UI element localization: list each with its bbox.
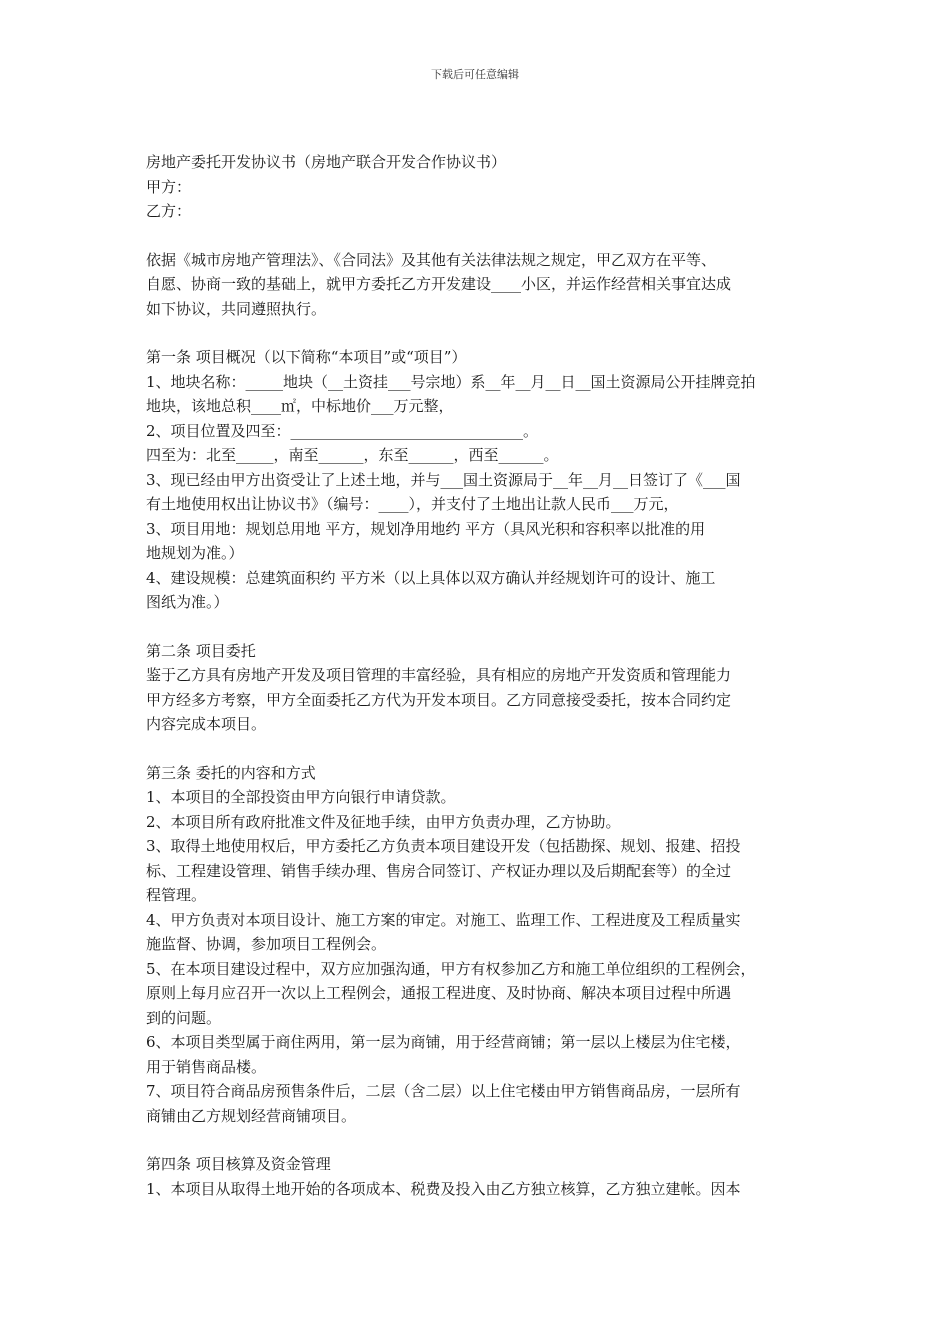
article-line: 2、本项目所有政府批准文件及征地手续，由甲方负责办理，乙方协助。	[146, 812, 621, 831]
article-line: 3、取得土地使用权后，甲方委托乙方负责本项目建设开发（包括勘探、规划、报建、招投	[146, 837, 741, 855]
article-line: 程管理。	[146, 886, 207, 904]
article-line: 内容完成本项目。	[146, 715, 267, 733]
document-title: 房地产委托开发协议书（房地产联合开发合作协议书）	[146, 153, 507, 171]
article-line: 地块，该地总积____㎡，中标地价___万元整，	[146, 397, 454, 415]
article-2	[146, 639, 814, 737]
article-line: 3、项目用地：规划总用地 平方，规划净用地约 平方（具风光积和容积率以批准的用	[146, 519, 706, 538]
article-line: 4、建设规模：总建筑面积约 平方米（以上具体以双方确认并经规划许可的设计、施工	[146, 568, 716, 587]
article-line: 标、工程建设管理、销售手续办理、售房合同签订、产权证办理以及后期配套等）的全过	[146, 861, 732, 880]
article-line: 商铺由乙方规划经营商铺项目。	[146, 1106, 357, 1125]
article-heading: 第二条 项目委托	[146, 641, 256, 660]
document-body	[146, 150, 814, 1201]
party-b-label: 乙方：	[146, 202, 192, 220]
preamble-line: 自愿、协商一致的基础上，就甲方委托乙方开发建设____小区，并运作经营相关事宜达成	[146, 275, 732, 293]
article-line: 5、在本项目建设过程中，双方应加强沟通，甲方有权参加乙方和施工单位组织的工程例会，	[146, 959, 756, 978]
page-header: 下载后可任意编辑	[431, 68, 519, 81]
preamble	[146, 248, 814, 322]
article-line: 1、本项目的全部投资由甲方向银行申请贷款。	[146, 788, 456, 806]
article-1	[146, 345, 814, 615]
article-line: 地规划为准。）	[146, 544, 244, 562]
article-line: 用于销售商品楼。	[146, 1057, 267, 1076]
article-line: 3、现已经由甲方出资受让了上述土地，并与___国土资源局于__年__月__日签订了《___国	[146, 470, 741, 489]
article-line: 1、本项目从取得土地开始的各项成本、税费及投入由乙方独立核算，乙方独立建帐。因本	[146, 1179, 741, 1198]
party-a-label: 甲方：	[146, 177, 192, 196]
article-line: 施监督、协调，参加项目工程例会。	[146, 935, 387, 953]
article-3	[146, 761, 814, 1129]
article-line: 6、本项目类型属于商住两用，第一层为商铺，用于经营商铺；第一层以上楼层为住宅楼，	[146, 1033, 741, 1051]
article-4	[146, 1152, 814, 1201]
article-heading: 第一条 项目概况（以下简称“本项目”或“项目”）	[146, 348, 467, 366]
article-line: 7、项目符合商品房预售条件后，二层（含二层）以上住宅楼由甲方销售商品房，一层所有	[146, 1082, 741, 1100]
article-line: 到的问题。	[146, 1008, 222, 1027]
article-line: 甲方经多方考察，甲方全面委托乙方代为开发本项目。乙方同意接受委托，按本合同约定	[146, 690, 732, 709]
article-heading: 第四条 项目核算及资金管理	[146, 1155, 331, 1173]
article-line: 2、项目位置及四至：_______________________________。	[146, 421, 539, 440]
article-line: 1、地块名称：_____地块（__土资挂___号宗地）系__年__月__日__国土资源局公开挂牌竞拍	[146, 372, 756, 391]
article-heading: 第三条 委托的内容和方式	[146, 763, 316, 782]
article-line: 图纸为准。）	[146, 593, 229, 611]
article-line: 有土地使用权出让协议书》（编号：____），并支付了土地出让款人民币___万元，	[146, 495, 679, 513]
article-line: 4、甲方负责对本项目设计、施工方案的审定。对施工、监理工作、工程进度及工程质量实	[146, 910, 741, 929]
preamble-line: 如下协议，共同遵照执行。	[146, 299, 327, 318]
article-line: 鉴于乙方具有房地产开发及项目管理的丰富经验，具有相应的房地产开发资质和管理能力	[146, 666, 732, 684]
article-line: 原则上每月应召开一次以上工程例会，通报工程进度、及时协商、解决本项目过程中所遇	[146, 984, 732, 1002]
preamble-line: 依据《城市房地产管理法》、《合同法》及其他有关法律法规之规定，甲乙双方在平等、	[146, 250, 717, 269]
article-line: 四至为：北至_____，南至______，东至______，西至______。	[146, 446, 559, 464]
